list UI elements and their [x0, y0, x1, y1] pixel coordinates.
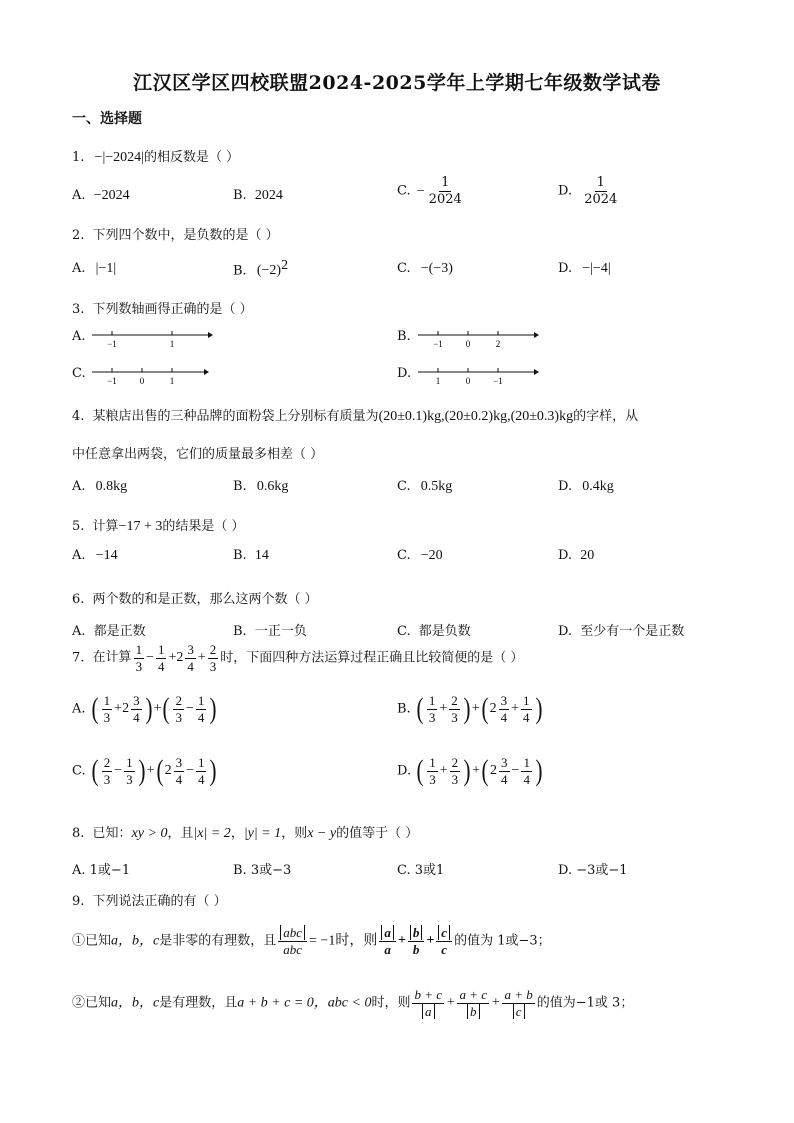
- option-value: −14: [95, 548, 118, 563]
- statement-text: = −1时，则: [309, 933, 378, 949]
- question-text: 在计算: [92, 650, 132, 666]
- question-text: 下列数轴画得正确的是（ ）: [92, 302, 253, 317]
- question-9: [72, 890, 227, 909]
- question-4-line-2: 中任意拿出两袋，它们的质量最多相差（ ）: [72, 447, 324, 462]
- question-5: [72, 515, 245, 535]
- math-expression: −17 + 3: [118, 519, 163, 534]
- question-number: 9.: [72, 894, 85, 909]
- question-text: ，且: [167, 826, 194, 841]
- option-letter: B.: [233, 188, 247, 203]
- section-heading: 一、选择题: [72, 111, 142, 127]
- option-value: |−1|: [95, 261, 117, 276]
- question-text: 的字样，从: [573, 409, 639, 424]
- q7-option-c[interactable]: [72, 756, 218, 786]
- statement-text: ①已知: [72, 933, 112, 949]
- q5-option-d[interactable]: [558, 548, 594, 564]
- q3-option-c-letter[interactable]: C.: [72, 366, 86, 381]
- option-value: 都是正数: [93, 624, 146, 639]
- math-expression: xy > 0: [131, 826, 168, 841]
- question-text: ，: [230, 826, 244, 841]
- fraction: $\frac{1}{2024}$: [428, 175, 462, 207]
- option-value: −20: [420, 548, 443, 563]
- option-value: 一正一负: [254, 624, 307, 639]
- statement-text: 是有理数，且: [159, 995, 238, 1011]
- question-number: 2.: [72, 228, 85, 243]
- option-letter: B.: [233, 548, 247, 563]
- option-letter: D.: [558, 479, 573, 494]
- question-text: 下列四个数中，是负数的是（ ）: [92, 228, 279, 243]
- q3-option-c-number-line[interactable]: [92, 365, 212, 391]
- math-expression: (20±0.1)kg,(20±0.2)kg,(20±0.3)kg: [378, 409, 574, 424]
- question-text: 某粮店出售的三种品牌的面粉袋上分别标有质量为: [92, 409, 379, 424]
- option-letter: C.: [397, 624, 411, 639]
- question-number: 3.: [72, 302, 85, 317]
- q3-option-b-number-line[interactable]: [418, 328, 538, 354]
- option-letter: D.: [397, 763, 412, 779]
- q4-option-d[interactable]: [558, 479, 614, 495]
- question-1: [72, 146, 239, 166]
- q9-statement-2: [72, 988, 633, 1018]
- question-text: ，则: [281, 826, 308, 841]
- statement-text: 是非零的有理数，且: [159, 933, 277, 949]
- option-letter: D.: [558, 183, 573, 199]
- question-text: 的相反数是（ ）: [143, 150, 240, 165]
- option-letter: C.: [397, 261, 411, 276]
- q3-option-d-letter[interactable]: D.: [397, 366, 412, 381]
- question-text: 已知：: [92, 826, 132, 841]
- q7-option-d[interactable]: [397, 756, 544, 786]
- option-letter: A.: [72, 548, 86, 563]
- option-letter: A.: [72, 261, 86, 276]
- q8-option-a[interactable]: A. 1或−1: [72, 863, 131, 878]
- option-letter: C.: [397, 548, 411, 563]
- q7-option-b[interactable]: [397, 694, 544, 724]
- question-text: 下列说法正确的有（ ）: [92, 894, 227, 909]
- tick-label: 0: [139, 376, 145, 386]
- exponent: 2: [281, 258, 289, 273]
- tick-label: 0: [465, 376, 471, 386]
- option-letter: C.: [397, 183, 411, 199]
- option-letter: A.: [72, 701, 86, 717]
- question-3: [72, 298, 253, 317]
- option-value: 0.4kg: [582, 479, 614, 494]
- q8-option-b[interactable]: B. 3或−3: [233, 863, 292, 878]
- question-text: 两个数的和是正数，那么这两个数（ ）: [92, 592, 318, 607]
- math-expression: |y| = 1: [243, 826, 282, 841]
- option-value: −2024: [93, 188, 130, 203]
- question-number: 5.: [72, 519, 85, 534]
- q3-option-d-number-line[interactable]: [418, 365, 538, 391]
- option-letter: C.: [397, 479, 411, 494]
- q5-option-c[interactable]: [397, 548, 443, 564]
- q3-option-b-letter[interactable]: B.: [397, 329, 411, 344]
- math-expression: ( $\frac{1}{3}$ + $\frac{2}{3}$ ) +( 2 $\frac{3}{4}$ − $\frac{1}{4}$ ): [416, 754, 543, 788]
- tick-label: 1: [169, 376, 175, 386]
- math-expression: $\frac{\text{abc}}{\text{abc}}$: [276, 933, 309, 948]
- q6-option-c[interactable]: [397, 620, 471, 639]
- q1-option-d[interactable]: [558, 176, 621, 206]
- question-number: 6.: [72, 592, 85, 607]
- math-expression: $\frac{b + c}{a}$ + $\frac{a + c}{b}$ + $\frac{a + b}{c}$: [414, 987, 533, 1019]
- statement-text: ②已知: [72, 995, 112, 1011]
- q8-option-d[interactable]: D. −3或−1: [558, 863, 628, 878]
- option-letter: D.: [558, 548, 573, 563]
- q6-option-a[interactable]: [72, 620, 146, 639]
- option-letter: D.: [558, 624, 573, 639]
- math-expression: |x| = 2: [193, 826, 231, 841]
- option-value: 都是负数: [418, 624, 471, 639]
- question-text: 时，下面四种方法运算过程正确且比较简便的是（ ）: [220, 650, 524, 666]
- question-number: 8.: [72, 826, 85, 841]
- option-value: 0.5kg: [420, 479, 453, 494]
- q9-statement-1: [72, 926, 551, 956]
- tick-label: −1: [107, 339, 117, 349]
- option-letter: D.: [558, 261, 573, 276]
- option-value: 20: [580, 548, 595, 563]
- question-number: 7.: [72, 650, 85, 666]
- math-expression: a，b，c: [111, 933, 160, 949]
- math-expression: a + b + c = 0，abc < 0: [237, 995, 372, 1011]
- q4-option-c[interactable]: [397, 479, 452, 495]
- question-4: [72, 405, 638, 425]
- q7-option-a[interactable]: [72, 694, 218, 724]
- q4-option-a[interactable]: [72, 479, 127, 495]
- q5-option-b[interactable]: [233, 548, 269, 564]
- q4-option-b[interactable]: [233, 479, 288, 495]
- option-sign: −: [416, 183, 425, 199]
- option-letter: C.: [72, 763, 86, 779]
- q8-option-c[interactable]: C. 3或1: [397, 863, 445, 878]
- question-number: 1.: [72, 150, 85, 165]
- q1-option-c[interactable]: [397, 176, 466, 206]
- option-value: 2024: [254, 188, 283, 203]
- question-text: 计算: [92, 519, 119, 534]
- option-value: (−2): [256, 263, 282, 279]
- tick-label: 0: [465, 339, 471, 349]
- math-expression: −|−2024|: [94, 150, 144, 165]
- option-value: 0.8kg: [95, 479, 128, 494]
- q2-option-c[interactable]: [397, 261, 453, 277]
- option-letter: A.: [72, 479, 86, 494]
- option-letter: A.: [72, 188, 86, 203]
- option-letter: A.: [72, 624, 86, 639]
- tick-label: 2: [495, 339, 501, 349]
- math-expression: ( $\frac{1}{3}$ + $\frac{2}{3}$ ) +( 2 $\frac{3}{4}$ + $\frac{1}{4}$ ): [416, 692, 543, 726]
- question-text: 的值等于（ ）: [336, 826, 419, 841]
- question-text: 的结果是（ ）: [162, 519, 245, 534]
- math-expression: $\frac{1}{3}$ − $\frac{1}{4}$ +2 $\frac{3}{4}$ + $\frac{2}{3}$: [135, 642, 217, 674]
- question-8: [72, 822, 418, 842]
- math-expression: ( $\frac{2}{3}$ − $\frac{1}{3}$ ) +( 2 $\frac{3}{4}$ − $\frac{1}{4}$ ): [91, 754, 217, 788]
- question-6: [72, 588, 318, 607]
- option-letter: B.: [397, 701, 411, 717]
- q2-option-d[interactable]: [558, 261, 611, 277]
- q1-option-b[interactable]: [233, 188, 283, 204]
- fraction: $\frac{1}{2024}$: [584, 175, 618, 207]
- tick-label: 1: [169, 339, 175, 349]
- q6-option-d[interactable]: [558, 620, 684, 639]
- q6-option-b[interactable]: [233, 620, 307, 639]
- math-expression: a，b，c: [111, 995, 160, 1011]
- q3-option-a-number-line[interactable]: [92, 328, 212, 354]
- statement-text: 的值为 1或−3；: [454, 933, 551, 949]
- option-letter: B.: [233, 479, 247, 494]
- option-letter: B.: [233, 624, 247, 639]
- math-expression: $\frac{a}{a}$ + $\frac{b}{b}$ + $\frac{c}{c}$: [377, 933, 454, 948]
- option-value: −|−4|: [582, 261, 611, 276]
- q2-option-a[interactable]: [72, 261, 116, 277]
- q5-option-a[interactable]: [72, 548, 118, 564]
- question-2: [72, 224, 279, 243]
- tick-label: −1: [493, 376, 503, 386]
- option-letter: B.: [233, 263, 247, 279]
- question-number: 4.: [72, 409, 85, 424]
- math-expression: x − y: [307, 826, 337, 841]
- statement-text: 的值为−1或 3；: [536, 995, 634, 1011]
- math-expression: ( $\frac{1}{3}$ +2 $\frac{3}{4}$ ) +( $\frac{2}{3}$ − $\frac{1}{4}$ ): [91, 692, 217, 726]
- exam-title: 江汉区学区四校联盟2024-2025学年上学期七年级数学试卷: [133, 72, 661, 94]
- q3-option-a-letter[interactable]: A.: [72, 329, 86, 344]
- tick-label: 1: [435, 376, 441, 386]
- question-7: [72, 643, 523, 673]
- option-value: 14: [254, 548, 269, 563]
- tick-label: −1: [107, 376, 117, 386]
- option-value: 至少有一个是正数: [580, 624, 685, 639]
- statement-text: 时，则: [371, 995, 411, 1011]
- option-value: 0.6kg: [256, 479, 289, 494]
- q2-option-b[interactable]: [233, 258, 288, 279]
- q1-option-a[interactable]: [72, 188, 130, 204]
- tick-label: −1: [433, 339, 443, 349]
- option-value: −(−3): [420, 261, 453, 276]
